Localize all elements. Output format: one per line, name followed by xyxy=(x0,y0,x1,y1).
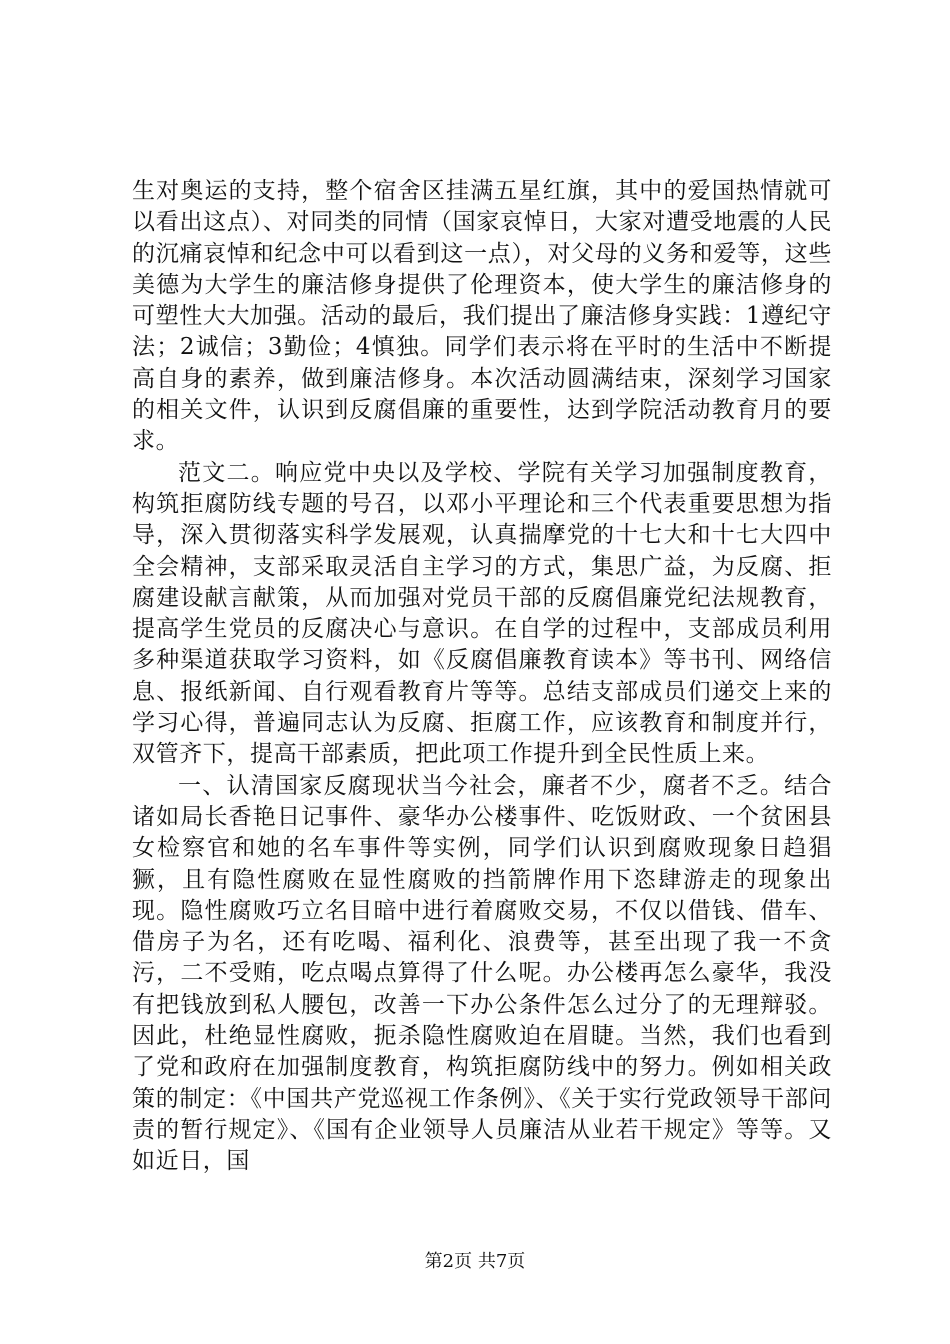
paragraph-section-one: 一、认清国家反腐现状当今社会，廉者不少，腐者不乏。结合诸如局长香艳日记事件、豪华办公楼事件、吃饭财政、一个贫困县女检察官和她的名车事件等实例，同学们认识到腐败现象日趋猖獗，且有隐性腐败在显性腐败的挡箭牌作用下恣肆游走的现象出现。隐性腐败巧立名目暗中进行着腐败交易，不仅以借钱、借车、借房子为名，还有吃喝、福利化、浪费等，甚至出现了我一不贪污，二不受贿，吃点喝点算得了什么呢。办公楼再怎么豪华，我没有把钱放到私人腰包，改善一下办公条件怎么过分了的无理辩驳。因此，杜绝显性腐败，扼杀隐性腐败迫在眉睫。当然，我们也看到了党和政府在加强制度教育，构筑拒腐防线中的努力。例如相关政策的制定：《中国共产党巡视工作条例》、《关于实行党政领导干部问责的暂行规定》、《国有企业领导人员廉洁从业若干规定》等等。又如近日，国 xyxy=(132,772,832,1175)
paragraph-sample-two: 范文二。响应党中央以及学校、学院有关学习加强制度教育，构筑拒腐防线专题的号召，以邓小平理论和三个代表重要思想为指导，深入贯彻落实科学发展观，认真揣摩党的十七大和十七大四中全会精神，支部采取灵活自主学习的方式，集思广益，为反腐、拒腐建设献言献策，从而加强对党员干部的反腐倡廉党纪法规教育，提高学生党员的反腐决心与意识。在自学的过程中，支部成员利用多种渠道获取学习资料，如《反腐倡廉教育读本》等书刊、网络信息、报纸新闻、自行观看教育片等等。总结支部成员们递交上来的学习心得，普遍同志认为反腐、拒腐工作，应该教育和制度并行，双管齐下，提高干部素质，把此项工作提升到全民性质上来。 xyxy=(132,459,832,768)
document-body xyxy=(132,176,832,1178)
paragraph-continuation: 生对奥运的支持，整个宿舍区挂满五星红旗，其中的爱国热情就可以看出这点）、对同类的同情（国家哀悼日，大家对遭受地震的人民的沉痛哀悼和纪念中可以看到这一点），对父母的义务和爱等，这些美德为大学生的廉洁修身提供了伦理资本，使大学生的廉洁修身的可塑性大大加强。活动的最后，我们提出了廉洁修身实践：1遵纪守法；2诚信；3勤俭；4慎独。同学们表示将在平时的生活中不断提高自身的素养，做到廉洁修身。本次活动圆满结束，深刻学习国家的相关文件，认识到反腐倡廉的重要性，达到学院活动教育月的要求。 xyxy=(132,178,832,455)
page-footer: 第2页 共7页 xyxy=(424,1251,526,1272)
